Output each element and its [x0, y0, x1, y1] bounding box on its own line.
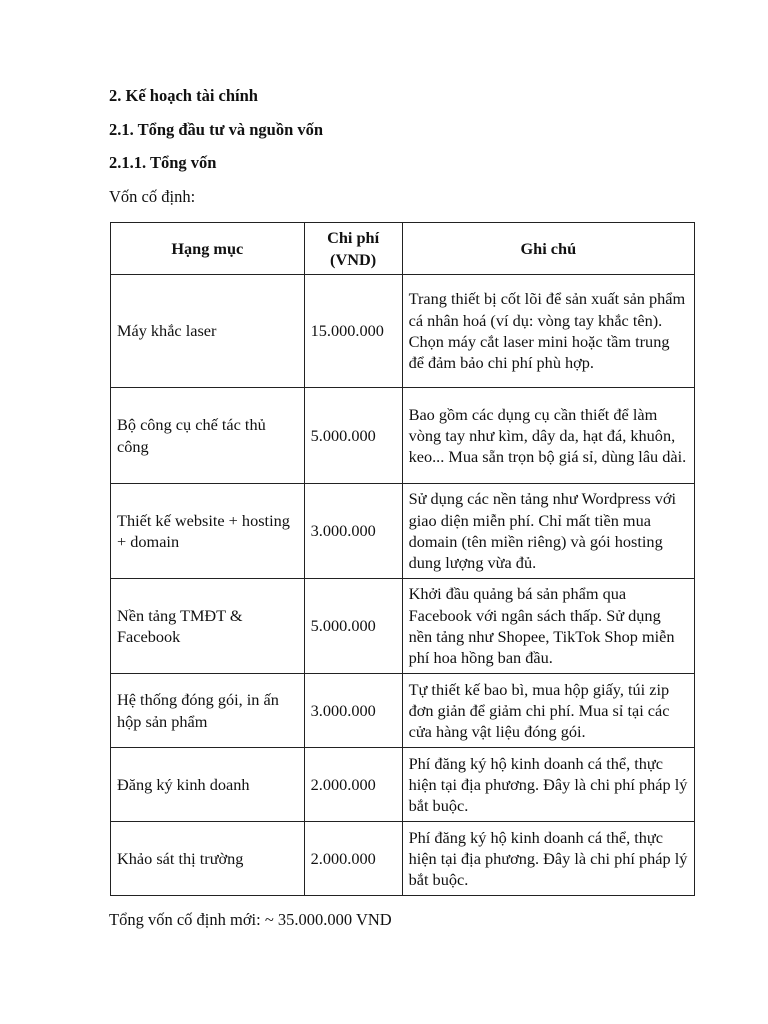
- total-fixed-capital: Tổng vốn cố định mới: ~ 35.000.000 VND: [109, 910, 392, 929]
- row-item: Nền tảng TMĐT & Facebook: [111, 579, 305, 674]
- row-cost: 2.000.000: [304, 748, 402, 822]
- header-item-label: Hạng mục: [171, 238, 244, 258]
- row-item: Khảo sát thị trường: [111, 822, 305, 896]
- row-cost: 3.000.000: [304, 674, 402, 748]
- row-cost: 3.000.000: [304, 484, 402, 579]
- header-cost-line2: (VND): [330, 249, 377, 269]
- row-item: Thiết kế website + hosting + domain: [111, 484, 305, 579]
- row-item: Hệ thống đóng gói, in ấn hộp sản phẩm: [111, 674, 305, 748]
- header-item: [111, 223, 305, 275]
- header-note: [402, 223, 694, 275]
- row-cost: 15.000.000: [304, 275, 402, 388]
- row-cost: 2.000.000: [304, 822, 402, 896]
- row-note: Phí đăng ký hộ kinh doanh cá thể, thực hiện tại địa phương. Đây là chi phí pháp lý bắt buộc.: [402, 748, 694, 822]
- row-note: Tự thiết kế bao bì, mua hộp giấy, túi zip đơn giản để giảm chi phí. Mua sỉ tại các cửa hàng vật liệu đóng gói.: [402, 674, 694, 748]
- header-cost-line1: Chi phí: [327, 228, 380, 248]
- row-note: Sử dụng các nền tảng như Wordpress với giao diện miễn phí. Chỉ mất tiền mua domain (tên miền riêng) và gói hosting dung lượng vừa đủ.: [402, 484, 694, 579]
- header-note-label: Ghi chú: [520, 238, 577, 258]
- row-note: Bao gồm các dụng cụ cần thiết để làm vòng tay như kìm, dây da, hạt đá, khuôn, keo... Mua sẵn trọn bộ giá sỉ, dùng lâu dài.: [402, 388, 694, 484]
- header-cost: [304, 223, 402, 275]
- row-note: Trang thiết bị cốt lõi để sản xuất sản phẩm cá nhân hoá (ví dụ: vòng tay khắc tên). Chọn máy cắt laser mini hoặc tầm trung để đảm bảo chi phí phù hợp.: [402, 275, 694, 388]
- table-row: [111, 822, 695, 896]
- row-item: Đăng ký kinh doanh: [111, 748, 305, 822]
- table-row: [111, 484, 695, 579]
- fixed-capital-table: [110, 222, 695, 896]
- row-cost: 5.000.000: [304, 388, 402, 484]
- subsection-heading: 2.1. Tổng đầu tư và nguồn vốn: [109, 120, 324, 139]
- row-cost: 5.000.000: [304, 579, 402, 674]
- fixed-capital-label: Vốn cố định:: [109, 187, 196, 206]
- table-row: [111, 674, 695, 748]
- table-row: [111, 275, 695, 388]
- table-row: [111, 579, 695, 674]
- row-note: Khởi đầu quảng bá sản phẩm qua Facebook với ngân sách thấp. Sử dụng nền tảng như Shopee, TikTok Shop miễn phí hoa hồng ban đầu.: [402, 579, 694, 674]
- section-heading: 2. Kế hoạch tài chính: [109, 86, 258, 105]
- table-row: [111, 748, 695, 822]
- row-item: Máy khắc laser: [111, 275, 305, 388]
- row-item: Bộ công cụ chế tác thủ công: [111, 388, 305, 484]
- table-header-row: [111, 223, 695, 275]
- sub-subsection-heading: 2.1.1. Tổng vốn: [109, 153, 217, 172]
- table-row: [111, 388, 695, 484]
- row-note: Phí đăng ký hộ kinh doanh cá thể, thực hiện tại địa phương. Đây là chi phí pháp lý bắt buộc.: [402, 822, 694, 896]
